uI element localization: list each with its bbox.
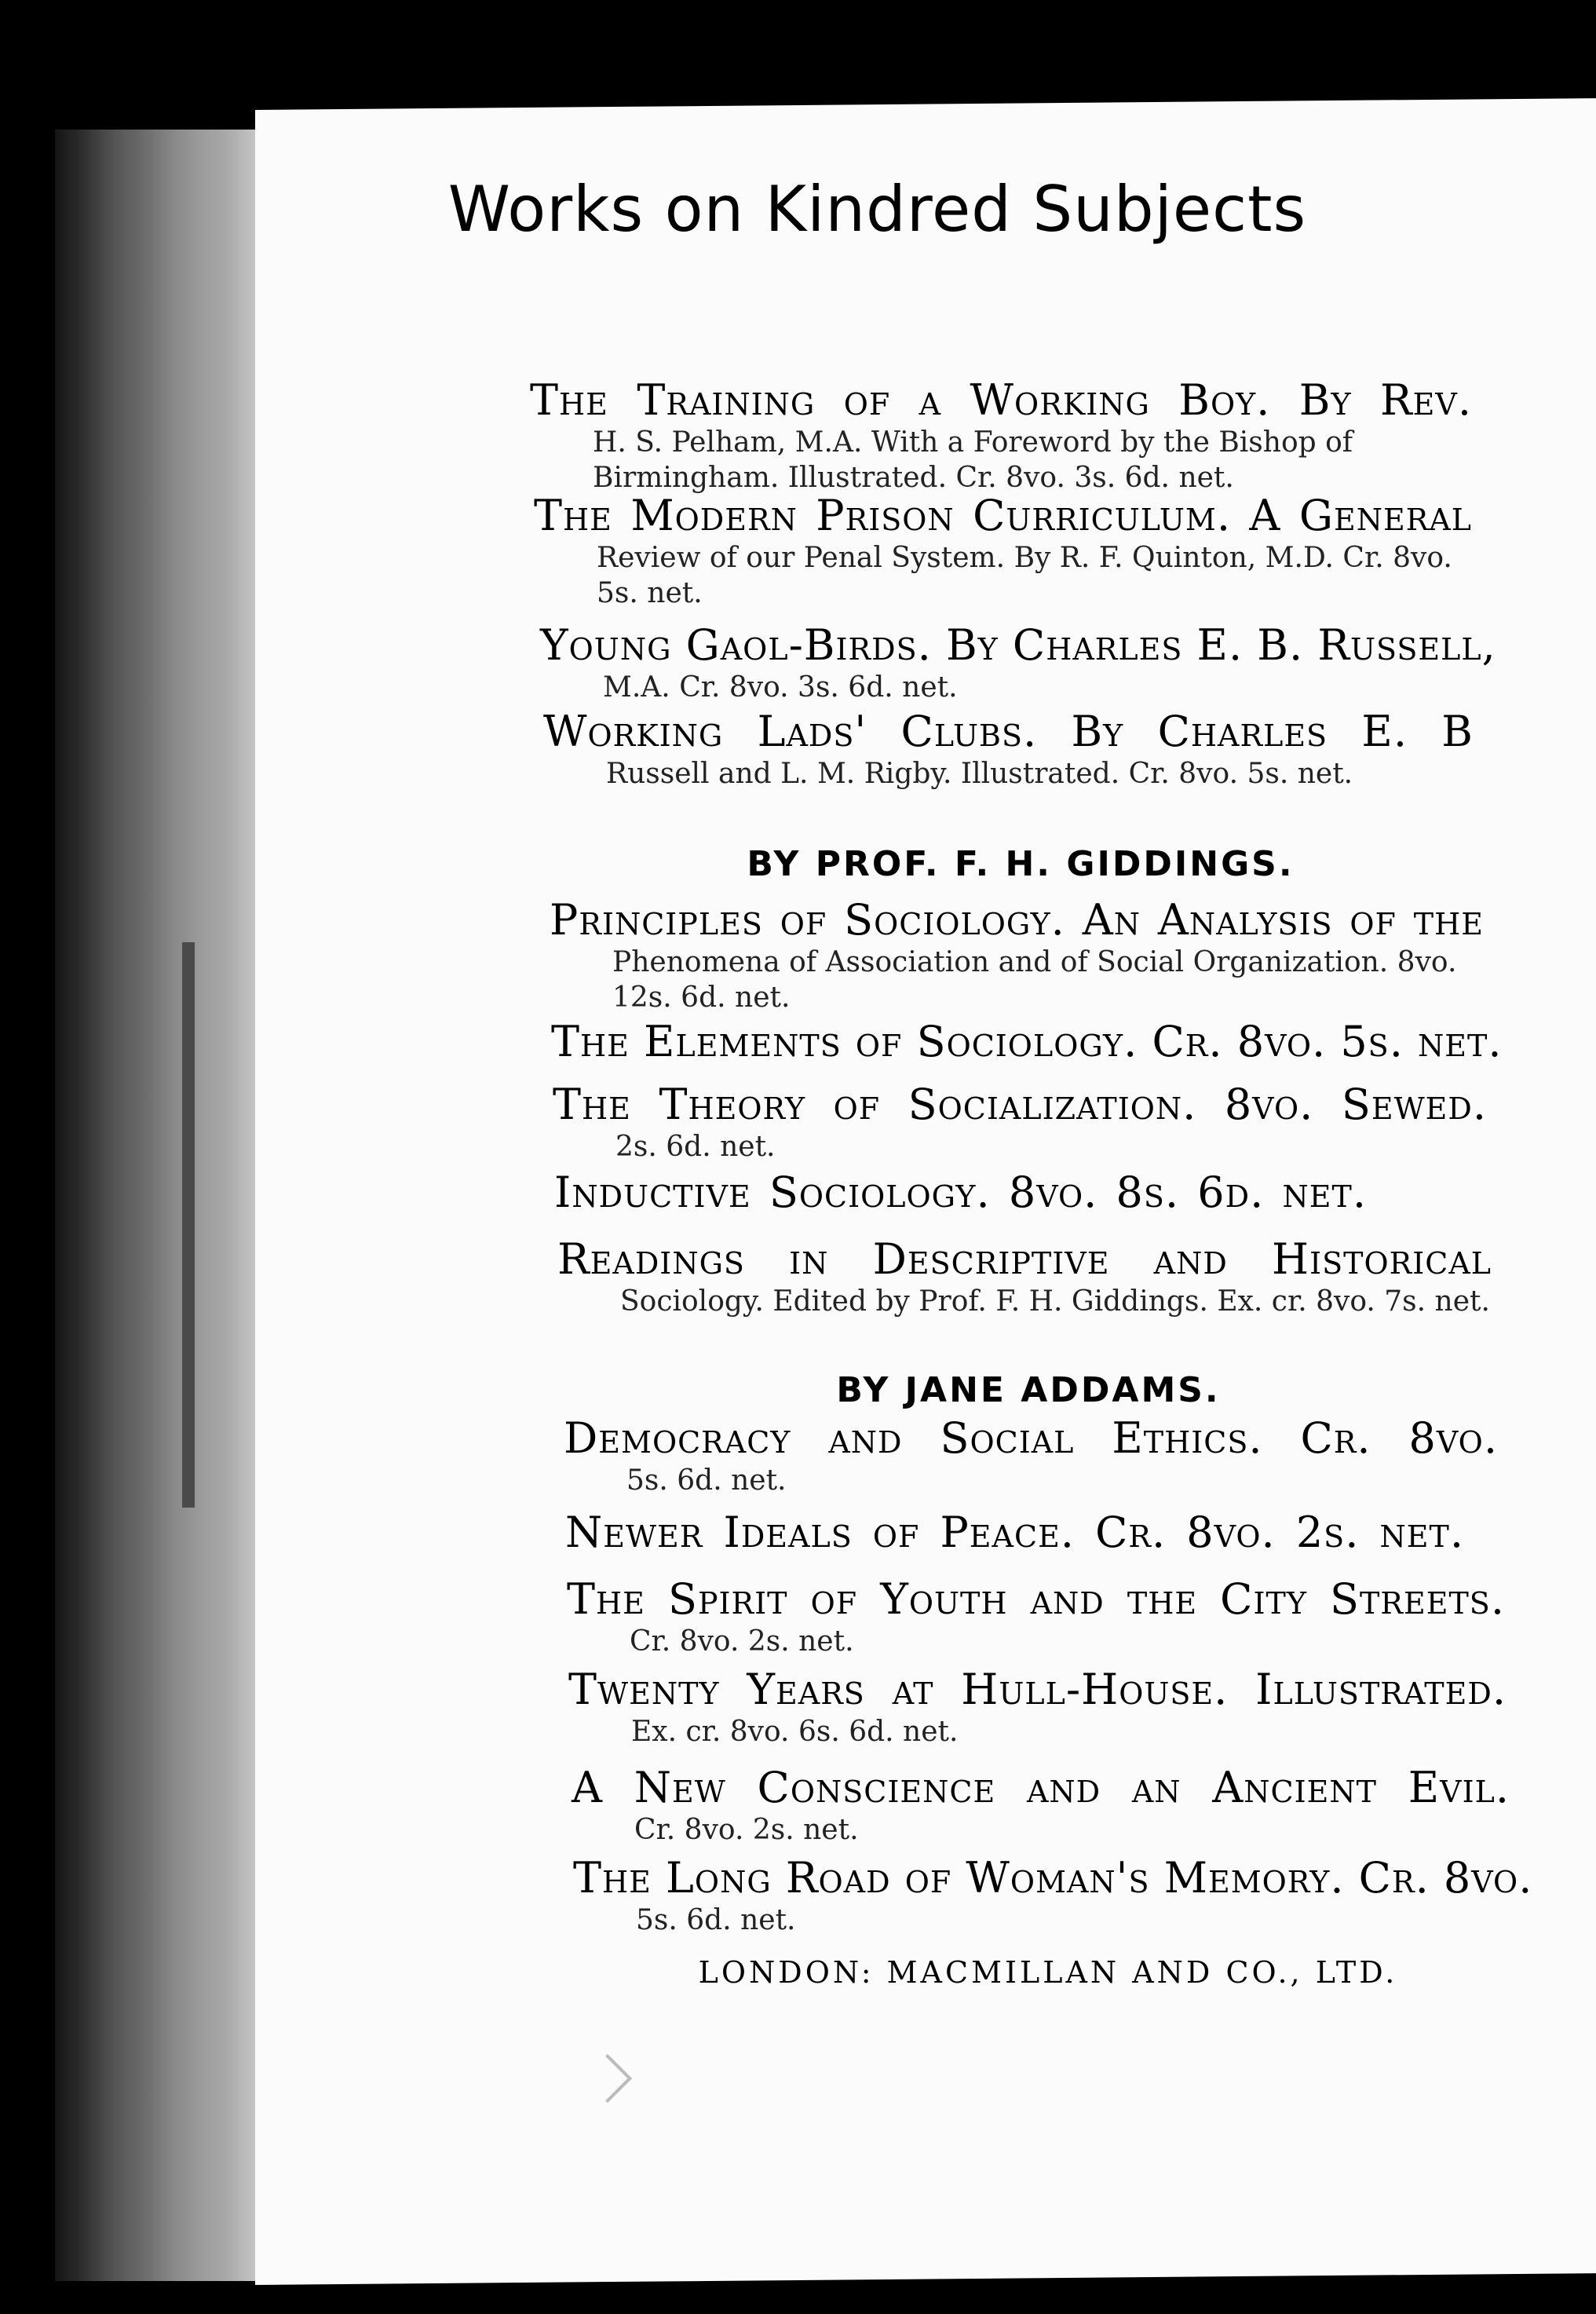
book-entry [551,1017,1503,1066]
book-entry [564,1413,1498,1498]
book-title: Democracy and Social Ethics. Cr. 8vo. [564,1413,1498,1463]
book-detail: Ex. cr. 8vo. 6s. 6d. net. [631,1716,959,1748]
book-title: The Elements of Sociology. Cr. 8vo. 5s. net. [551,1017,1503,1066]
book-title: Working Lads' Clubs. By Charles E. B [543,707,1474,756]
book-detail: Cr. 8vo. 2s. net. [634,1814,859,1846]
book-entry [554,1168,1367,1217]
book-spine-edge [55,130,255,2281]
book-title: A New Conscience and an Ancient Evil. [572,1763,1510,1812]
book-entry [565,1508,1464,1557]
book-title: Twenty Years at Hull-House. Illustrated. [568,1665,1507,1714]
spine-label-strip [182,942,195,1508]
book-title: Inductive Sociology. 8vo. 8s. 6d. net. [554,1168,1367,1217]
section-heading-addams: BY JANE ADDAMS. [836,1370,1221,1410]
book-title: The Spirit of Youth and the City Streets. [567,1574,1505,1624]
book-detail: H. S. Pelham, M.A. With a Foreword by the Bishop of Birmingham. Illustrated. Cr. 8vo. 3s. 6d. net. [593,426,1353,494]
book-entry [568,1665,1507,1749]
book-entry [543,707,1474,791]
book-title: Principles of Sociology. An Analysis of the [550,895,1484,945]
book-title: The Theory of Socialization. 8vo. Sewed. [553,1080,1487,1129]
publisher-imprint: LONDON: MACMILLAN AND CO., LTD. [698,1955,1398,1990]
book-entry [534,491,1472,611]
book-entry [530,375,1472,495]
book-entry [553,1080,1487,1164]
book-title: Newer Ideals of Peace. Cr. 8vo. 2s. net. [565,1508,1464,1557]
book-detail: Phenomena of Association and of Social Organization. 8vo. 12s. 6d. net. [612,946,1457,1014]
book-detail: Sociology. Edited by Prof. F. H. Giddings. Ex. cr. 8vo. 7s. net. [620,1285,1490,1318]
book-detail: Review of our Penal System. By R. F. Quinton, M.D. Cr. 8vo. 5s. net. [597,542,1452,609]
book-title: Readings in Descriptive and Historical [557,1234,1492,1284]
book-detail: 5s. 6d. net. [626,1464,787,1497]
book-detail: Russell and L. M. Rigby. Illustrated. Cr. 8vo. 5s. net. [606,758,1353,790]
book-entry [567,1574,1505,1659]
book-title: The Training of a Working Boy. By Rev. [530,375,1472,425]
book-detail: M.A. Cr. 8vo. 3s. 6d. net. [603,671,958,704]
book-title: The Long Road of Woman's Memory. Cr. 8vo. [573,1853,1533,1903]
book-entry [540,620,1496,705]
book-entry [572,1763,1510,1848]
book-title: The Modern Prison Curriculum. A General [534,491,1472,540]
book-detail: Cr. 8vo. 2s. net. [630,1625,854,1658]
page-title: Works on Kindred Subjects [447,173,1307,246]
book-entry [573,1853,1533,1938]
book-entry [550,895,1484,1015]
book-entry [557,1234,1492,1319]
book-title: Young Gaol-Birds. By Charles E. B. Russell, [540,620,1496,670]
section-heading-giddings: BY PROF. F. H. GIDDINGS. [747,844,1295,884]
book-detail: 2s. 6d. net. [615,1131,776,1163]
book-detail: 5s. 6d. net. [636,1904,796,1936]
